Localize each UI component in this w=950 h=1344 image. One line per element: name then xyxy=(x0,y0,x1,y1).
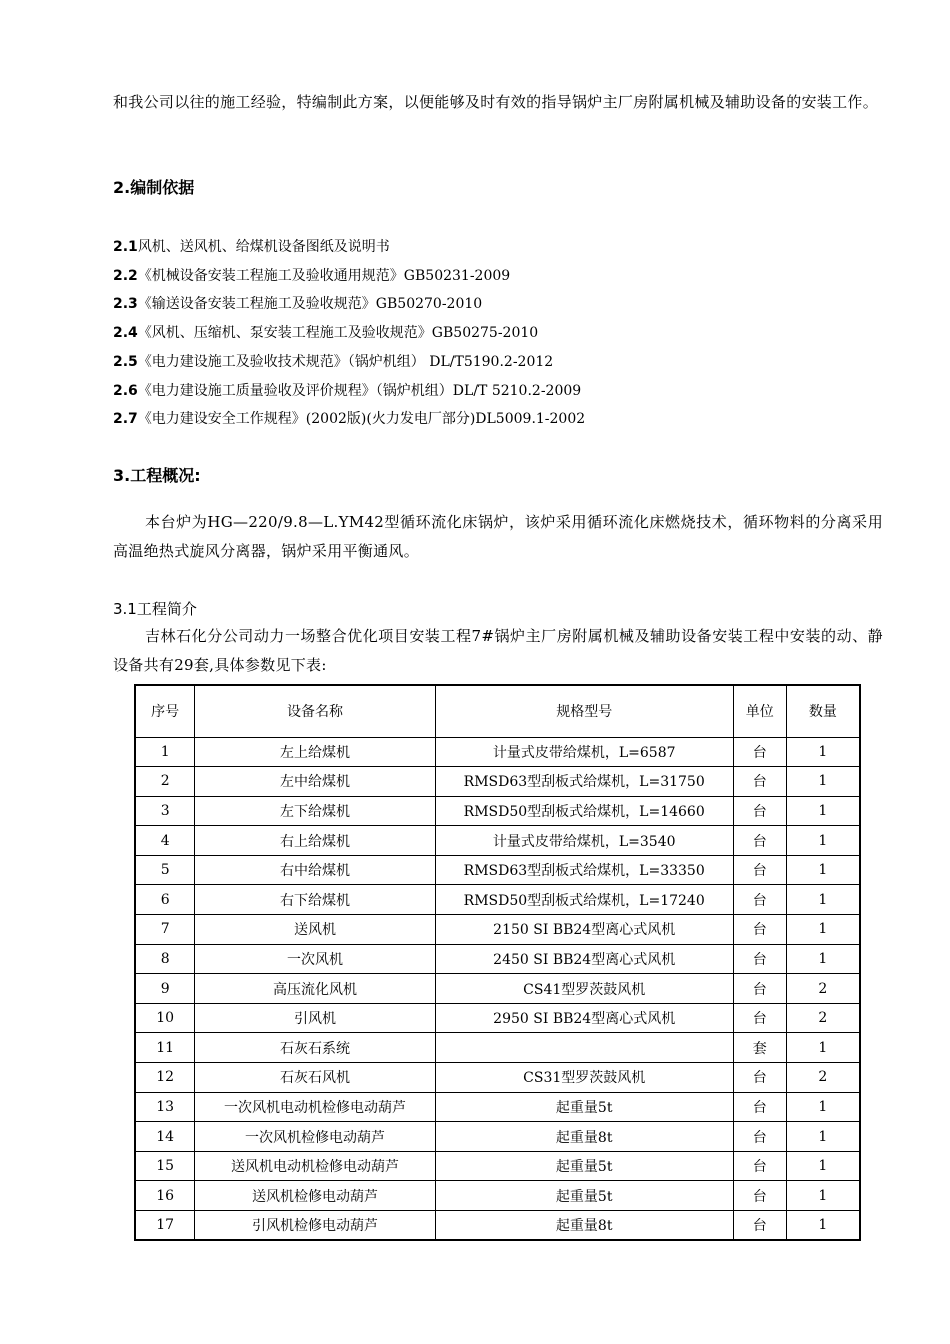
cell-quantity: 1 xyxy=(786,1211,860,1241)
reference-text: 《风机、压缩机、泵安装工程施工及验收规范》GB50275-2010 xyxy=(137,325,539,342)
cell-name: 送风机电动机检修电动葫芦 xyxy=(195,1151,435,1181)
cell-name: 一次风机电动机检修电动葫芦 xyxy=(195,1092,435,1122)
cell-spec: 计量式皮带给煤机，L=6587 xyxy=(435,737,733,767)
cell-name: 一次风机检修电动葫芦 xyxy=(195,1122,435,1152)
reference-number: 2.1 xyxy=(113,239,138,255)
cell-number: 15 xyxy=(135,1151,195,1181)
cell-number: 9 xyxy=(135,974,195,1004)
section-2-heading: 2.编制依据 xyxy=(113,178,195,197)
cell-unit: 台 xyxy=(733,1092,786,1122)
cell-quantity: 1 xyxy=(786,1122,860,1152)
reference-item xyxy=(113,290,883,319)
cell-quantity: 1 xyxy=(786,944,860,974)
cell-name: 引风机 xyxy=(195,1003,435,1033)
cell-spec: RMSD50型刮板式给煤机，L=17240 xyxy=(435,885,733,915)
cell-name: 右下给煤机 xyxy=(195,885,435,915)
reference-item xyxy=(113,319,883,348)
table-row xyxy=(135,826,860,856)
cell-number: 5 xyxy=(135,855,195,885)
cell-number: 13 xyxy=(135,1092,195,1122)
cell-spec: 2150 SI BB24型离心式风机 xyxy=(435,915,733,945)
cell-number: 17 xyxy=(135,1211,195,1241)
reference-item xyxy=(113,233,883,262)
table-row xyxy=(135,1063,860,1093)
cell-number: 10 xyxy=(135,1003,195,1033)
header-cell-name: 设备名称 xyxy=(195,685,435,737)
cell-number: 6 xyxy=(135,885,195,915)
cell-unit: 台 xyxy=(733,737,786,767)
cell-name: 右中给煤机 xyxy=(195,855,435,885)
cell-quantity: 2 xyxy=(786,1063,860,1093)
cell-spec: 2950 SI BB24型离心式风机 xyxy=(435,1003,733,1033)
table-row xyxy=(135,1211,860,1241)
cell-quantity: 1 xyxy=(786,885,860,915)
header-cell-number: 序号 xyxy=(135,685,195,737)
header-cell-spec: 规格型号 xyxy=(435,685,733,737)
cell-spec: RMSD50型刮板式给煤机，L=14660 xyxy=(435,796,733,826)
cell-spec xyxy=(435,1033,733,1063)
cell-unit: 台 xyxy=(733,944,786,974)
reference-item xyxy=(113,348,883,377)
intro-paragraph: 和我公司以往的施工经验，特编制此方案，以便能够及时有效的指导锅炉主厂房附属机械及辅助设备的安装工作。 xyxy=(113,93,879,111)
reference-number: 2.7 xyxy=(113,411,138,428)
cell-quantity: 1 xyxy=(786,767,860,797)
cell-unit: 台 xyxy=(733,767,786,797)
cell-number: 16 xyxy=(135,1181,195,1211)
cell-name: 左下给煤机 xyxy=(195,796,435,826)
table-row xyxy=(135,944,860,974)
header-cell-quantity: 数量 xyxy=(786,685,860,737)
cell-spec: 起重量8t xyxy=(435,1122,733,1152)
overview-paragraph: 本台炉为HG—220/9.8—L.YM42型循环流化床锅炉，该炉采用循环流化床燃烧技术，循环物料的分离采用高温绝热式旋风分离器，锅炉采用平衡通风。 xyxy=(113,513,883,560)
cell-spec: 起重量5t xyxy=(435,1092,733,1122)
table-header-row xyxy=(135,685,860,737)
cell-quantity: 1 xyxy=(786,826,860,856)
cell-name: 左中给煤机 xyxy=(195,767,435,797)
table-row xyxy=(135,1181,860,1211)
reference-item xyxy=(113,377,883,406)
cell-unit: 台 xyxy=(733,1003,786,1033)
reference-text: 风机、送风机、给煤机设备图纸及说明书 xyxy=(137,239,390,255)
cell-unit: 台 xyxy=(733,974,786,1004)
reference-number: 2.5 xyxy=(113,353,138,370)
reference-item xyxy=(113,262,883,291)
cell-unit: 台 xyxy=(733,1063,786,1093)
cell-unit: 台 xyxy=(733,1122,786,1152)
cell-quantity: 1 xyxy=(786,855,860,885)
equipment-table xyxy=(134,684,861,1241)
reference-text: 《电力建设施工质量验收及评价规程》（锅炉机组）DL/T 5210.2-2009 xyxy=(137,382,582,399)
reference-number: 2.4 xyxy=(113,325,138,342)
table-row xyxy=(135,796,860,826)
table-body xyxy=(135,737,860,1240)
table-row xyxy=(135,767,860,797)
cell-quantity: 1 xyxy=(786,915,860,945)
cell-number: 12 xyxy=(135,1063,195,1093)
cell-number: 11 xyxy=(135,1033,195,1063)
cell-spec: 计量式皮带给煤机，L=3540 xyxy=(435,826,733,856)
cell-spec: 起重量8t xyxy=(435,1211,733,1241)
cell-number: 7 xyxy=(135,915,195,945)
cell-unit: 套 xyxy=(733,1033,786,1063)
table-row xyxy=(135,1003,860,1033)
cell-name: 引风机检修电动葫芦 xyxy=(195,1211,435,1241)
table-row xyxy=(135,1151,860,1181)
cell-spec: 起重量5t xyxy=(435,1151,733,1181)
cell-number: 8 xyxy=(135,944,195,974)
section-3-1-heading: 3.1工程简介 xyxy=(113,600,197,618)
reference-list xyxy=(113,233,883,434)
cell-spec: RMSD63型刮板式给煤机，L=33350 xyxy=(435,855,733,885)
cell-spec: 2450 SI BB24型离心式风机 xyxy=(435,944,733,974)
cell-unit: 台 xyxy=(733,885,786,915)
cell-name: 高压流化风机 xyxy=(195,974,435,1004)
cell-spec: RMSD63型刮板式给煤机，L=31750 xyxy=(435,767,733,797)
table-row xyxy=(135,885,860,915)
cell-name: 石灰石风机 xyxy=(195,1063,435,1093)
reference-text: 《电力建设安全工作规程》(2002版)(火力发电厂部分)DL5009.1-2002 xyxy=(137,411,586,428)
reference-text: 《机械设备安装工程施工及验收通用规范》GB50231-2009 xyxy=(137,267,511,284)
cell-number: 3 xyxy=(135,796,195,826)
cell-quantity: 2 xyxy=(786,974,860,1004)
reference-text: 《输送设备安装工程施工及验收规范》GB50270-2010 xyxy=(137,296,483,313)
reference-number: 2.3 xyxy=(113,296,138,313)
cell-number: 2 xyxy=(135,767,195,797)
cell-number: 1 xyxy=(135,737,195,767)
cell-spec: 起重量5t xyxy=(435,1181,733,1211)
cell-quantity: 1 xyxy=(786,737,860,767)
cell-quantity: 1 xyxy=(786,1151,860,1181)
cell-name: 左上给煤机 xyxy=(195,737,435,767)
cell-spec: CS41型罗茨鼓风机 xyxy=(435,974,733,1004)
table-row xyxy=(135,974,860,1004)
cell-quantity: 1 xyxy=(786,1092,860,1122)
cell-unit: 台 xyxy=(733,1181,786,1211)
cell-name: 送风机 xyxy=(195,915,435,945)
cell-unit: 台 xyxy=(733,1211,786,1241)
reference-number: 2.2 xyxy=(113,267,138,284)
cell-number: 4 xyxy=(135,826,195,856)
cell-name: 一次风机 xyxy=(195,944,435,974)
reference-text: 《电力建设施工及验收技术规范》（锅炉机组） DL/T5190.2-2012 xyxy=(137,353,554,370)
cell-quantity: 2 xyxy=(786,1003,860,1033)
cell-quantity: 1 xyxy=(786,1033,860,1063)
header-cell-unit: 单位 xyxy=(733,685,786,737)
table-row xyxy=(135,1033,860,1063)
project-intro-paragraph: 吉林石化分公司动力一场整合优化项目安装工程7#锅炉主厂房附属机械及辅助设备安装工程中安装的动、静设备共有29套,具体参数见下表: xyxy=(113,627,883,674)
cell-unit: 台 xyxy=(733,826,786,856)
table-row xyxy=(135,915,860,945)
cell-unit: 台 xyxy=(733,796,786,826)
table-row xyxy=(135,1122,860,1152)
cell-unit: 台 xyxy=(733,855,786,885)
cell-name: 石灰石系统 xyxy=(195,1033,435,1063)
cell-quantity: 1 xyxy=(786,796,860,826)
table-row xyxy=(135,737,860,767)
table-row xyxy=(135,855,860,885)
table-row xyxy=(135,1092,860,1122)
cell-name: 右上给煤机 xyxy=(195,826,435,856)
cell-unit: 台 xyxy=(733,915,786,945)
cell-name: 送风机检修电动葫芦 xyxy=(195,1181,435,1211)
cell-unit: 台 xyxy=(733,1151,786,1181)
reference-item xyxy=(113,405,883,434)
cell-spec: CS31型罗茨鼓风机 xyxy=(435,1063,733,1093)
cell-quantity: 1 xyxy=(786,1181,860,1211)
reference-number: 2.6 xyxy=(113,382,138,399)
cell-number: 14 xyxy=(135,1122,195,1152)
section-3-heading: 3.工程概况: xyxy=(113,466,201,485)
